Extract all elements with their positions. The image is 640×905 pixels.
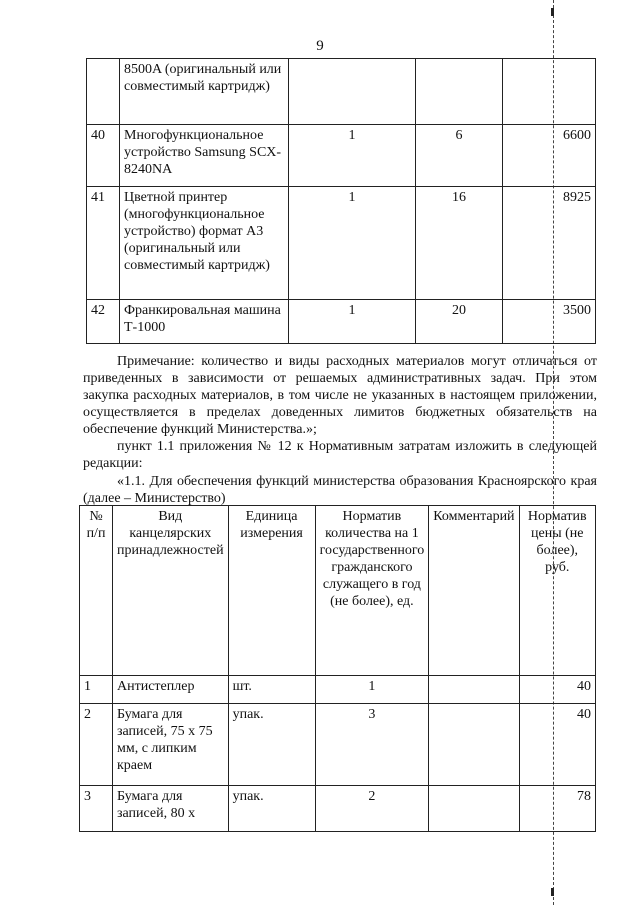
row-number: 41 — [87, 187, 120, 300]
header-norm-price: Норматив цены (не более), руб. — [519, 506, 595, 676]
item-qty: 1 — [289, 300, 416, 344]
table-row — [80, 786, 596, 832]
item-comment — [429, 676, 519, 704]
row-number: 42 — [87, 300, 120, 344]
item-years: 20 — [416, 300, 503, 344]
item-comment — [429, 786, 519, 832]
header-num: № п/п — [80, 506, 113, 676]
note-paragraph: Примечание: количество и виды расходных материалов могут отличаться от приведенных в зависимости от решаемых административных задач. При этом закупка расходных материалов, в том числе не указанных в настоящем приложении, осуществляется в пределах доведенных лимитов бюджетных обязательств на обеспечение функций Министерства.»; — [83, 354, 597, 437]
item-price: 3500 — [503, 300, 596, 344]
item-price — [503, 59, 596, 125]
item-name: Франкировальная машина Т-1000 — [120, 300, 289, 344]
item-name: Многофункциональное устройство Samsung SCX-8240NA — [120, 125, 289, 187]
header-comment: Комментарий — [429, 506, 519, 676]
table-row — [87, 59, 596, 125]
item-qty: 3 — [315, 704, 429, 786]
item-unit: шт. — [228, 676, 315, 704]
table-row — [80, 676, 596, 704]
item-qty: 1 — [315, 676, 429, 704]
stationery-table — [79, 505, 596, 832]
header-norm-qty: Норматив количества на 1 государственного гражданского служащего в год (не более), ед. — [315, 506, 429, 676]
item-name: Бумага для записей, 80 х — [113, 786, 229, 832]
table-row — [80, 704, 596, 786]
item-price: 40 — [519, 676, 595, 704]
row-number: 3 — [80, 786, 113, 832]
item-qty — [289, 59, 416, 125]
item-qty: 2 — [315, 786, 429, 832]
row-number: 1 — [80, 676, 113, 704]
equipment-table — [86, 58, 596, 344]
scan-mark-bottom — [551, 888, 554, 896]
item-price: 78 — [519, 786, 595, 832]
item-name: Цветной принтер (многофункциональное устройство) формат А3 (оригинальный или совместимый картридж) — [120, 187, 289, 300]
table-row — [87, 125, 596, 187]
scan-mark-top — [551, 8, 554, 16]
item-years: 6 — [416, 125, 503, 187]
page-number: 9 — [316, 38, 324, 54]
table-row — [87, 187, 596, 300]
item-price: 6600 — [503, 125, 596, 187]
item-name: Антистеплер — [113, 676, 229, 704]
item-price: 40 — [519, 704, 595, 786]
item-years: 16 — [416, 187, 503, 300]
item-name: Бумага для записей, 75 х 75 мм, с липким краем — [113, 704, 229, 786]
row-number: 40 — [87, 125, 120, 187]
item-unit: упак. — [228, 786, 315, 832]
item-name: 8500A (оригинальный или совместимый картридж) — [120, 59, 289, 125]
table-header-row — [80, 506, 596, 676]
item-years — [416, 59, 503, 125]
row-number — [87, 59, 120, 125]
header-name: Вид канцелярских принадлежностей — [113, 506, 229, 676]
item-comment — [429, 704, 519, 786]
item-qty: 1 — [289, 187, 416, 300]
table-row — [87, 300, 596, 344]
row-number: 2 — [80, 704, 113, 786]
header-unit: Единица измерения — [228, 506, 315, 676]
item-qty: 1 — [289, 125, 416, 187]
point-paragraph: пункт 1.1 приложения № 12 к Нормативным затратам изложить в следующей редакции: — [83, 439, 597, 471]
item-price: 8925 — [503, 187, 596, 300]
item-unit: упак. — [228, 704, 315, 786]
section-paragraph: «1.1. Для обеспечения функций министерства образования Красноярского края (далее – Министерство) — [83, 474, 597, 506]
